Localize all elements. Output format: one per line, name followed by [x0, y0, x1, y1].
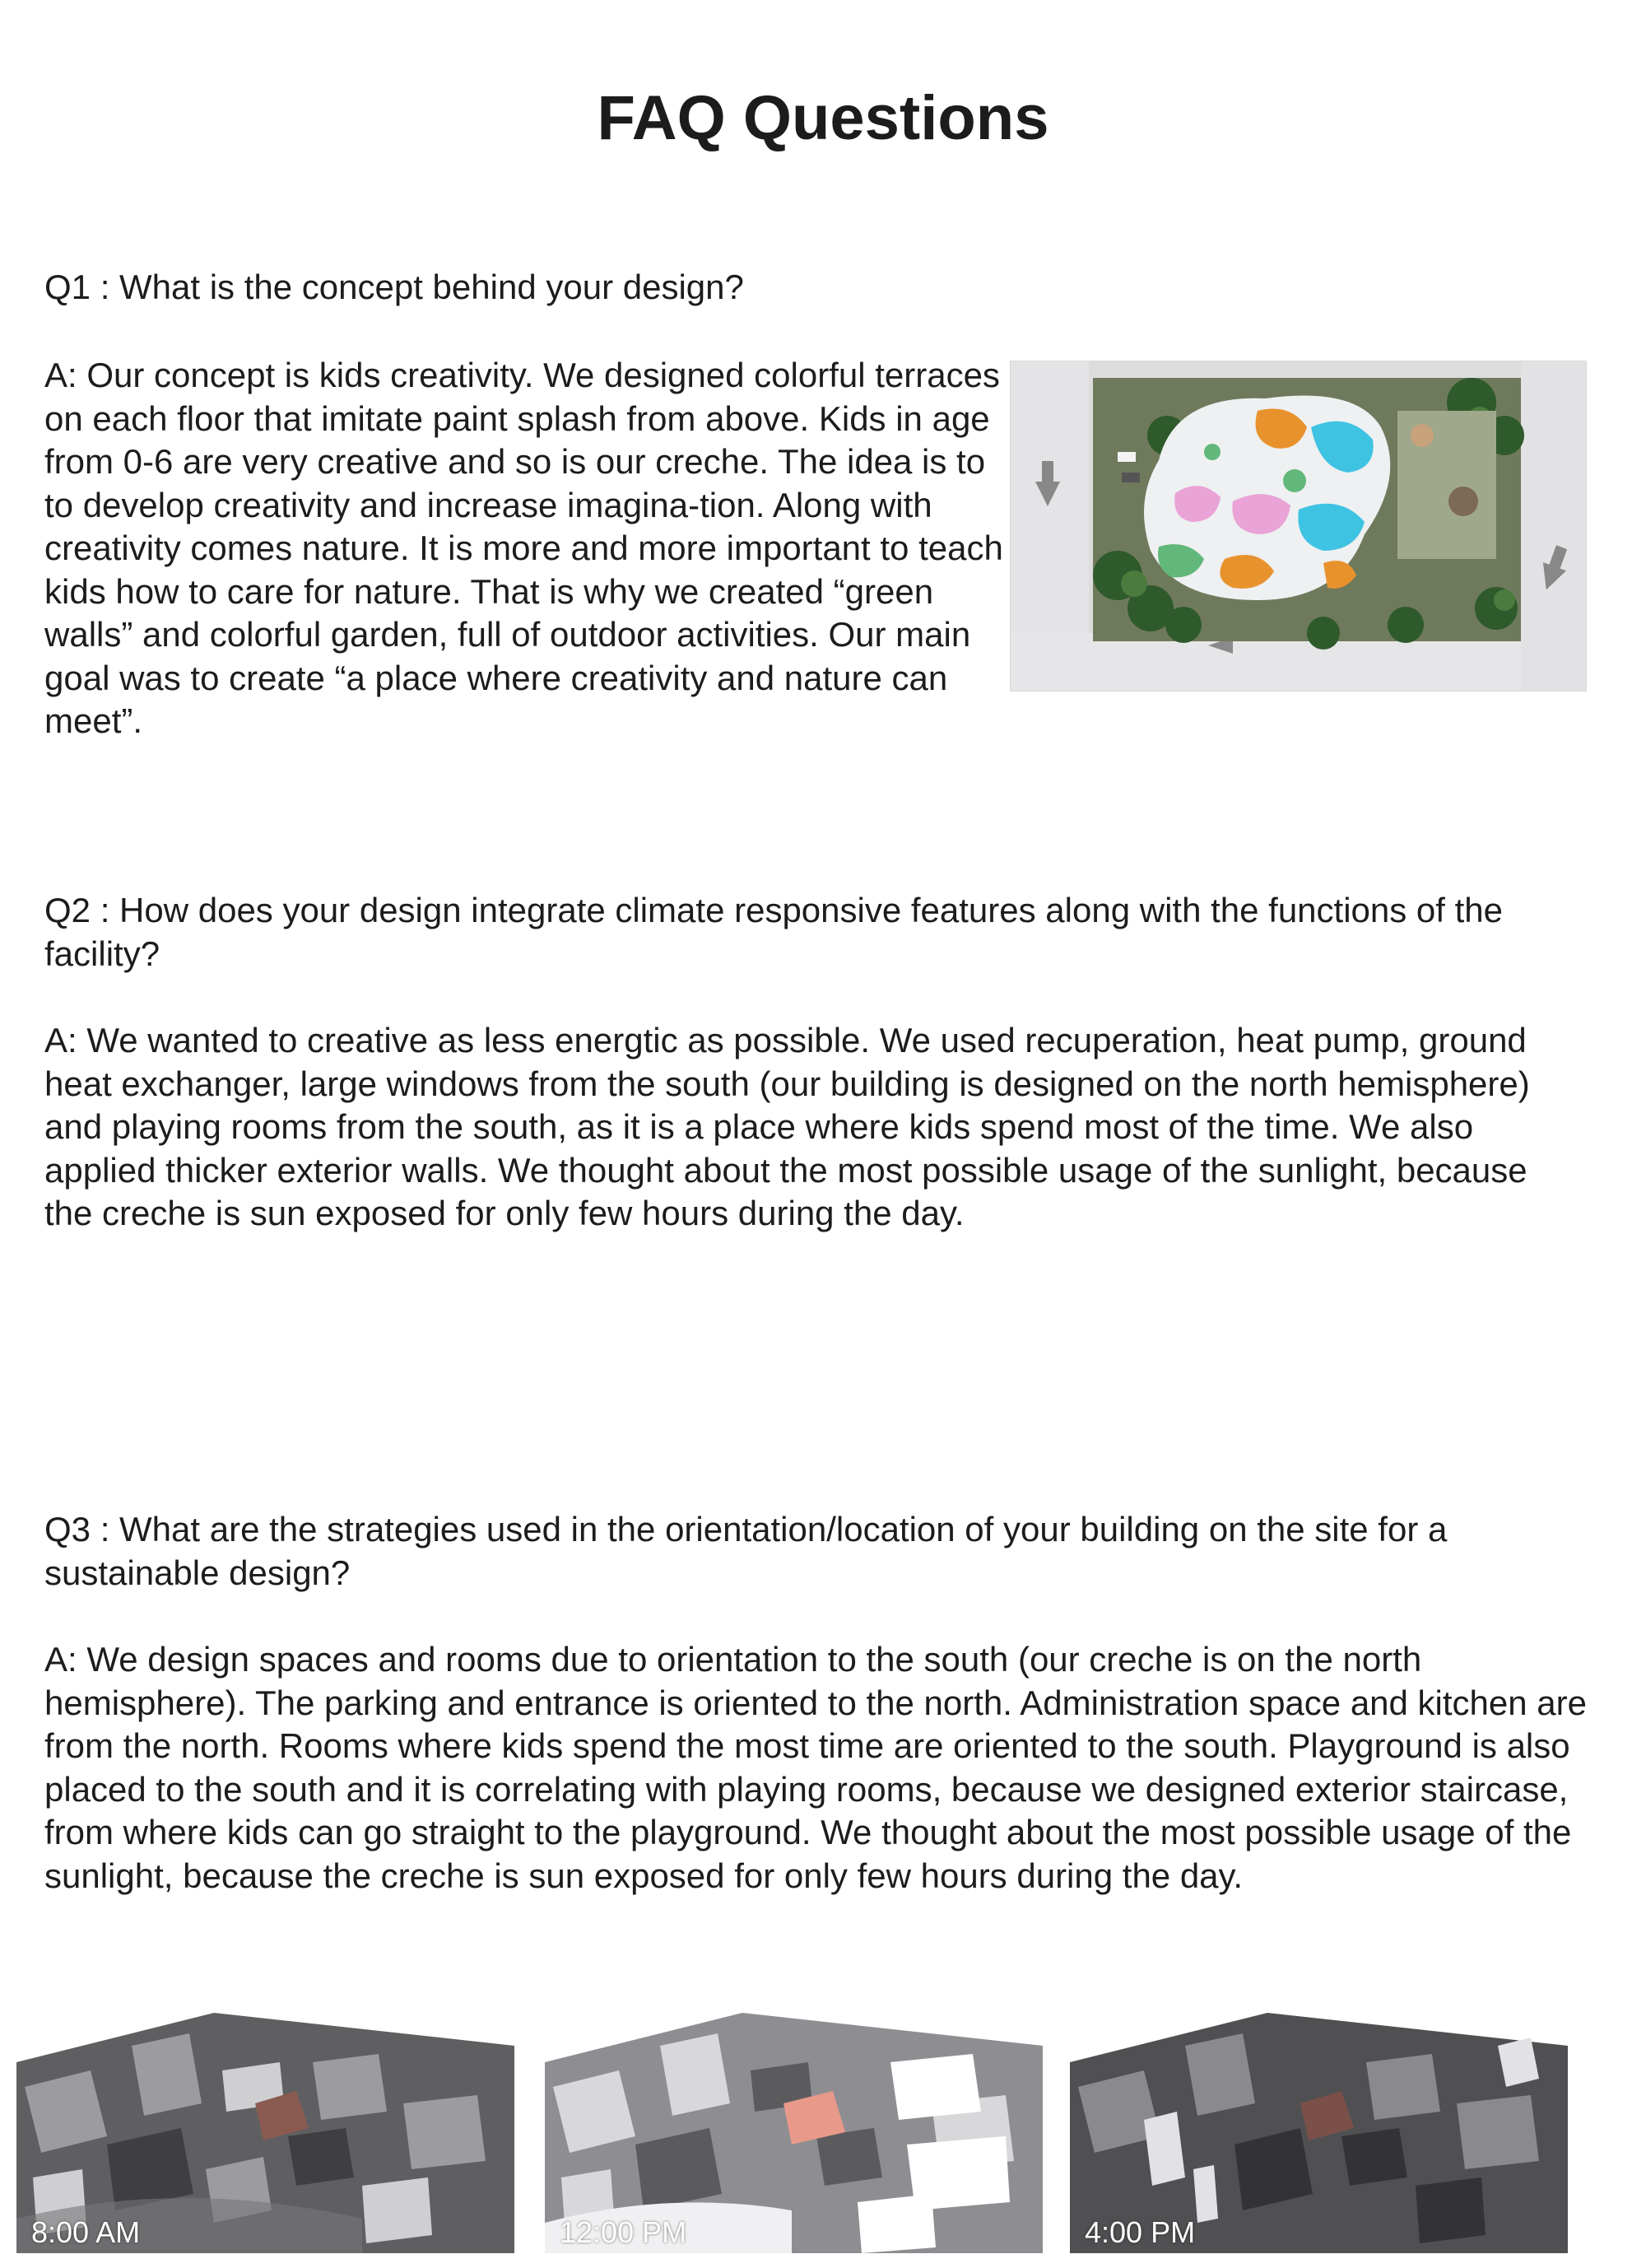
page-title: FAQ Questions [597, 83, 1049, 153]
shadow-study-afternoon [1070, 2013, 1568, 2253]
faq-answer-3: A: We design spaces and rooms due to orientation to the south (our creche is on the north hemisphere). The parking and entrance is oriented to the north. Administration space and kitchen are from the north. Rooms where kids spend the most time are oriented to the south. Playground is also placed to the south and it is correlating with playing rooms, because we designed exterior staircase, from where kids can go straight to the playground. We thought about the most possible usage of the sunlight, because the creche is sun exposed for only few hours during the day. [44, 1640, 1588, 1895]
site-plan-image [1010, 361, 1587, 692]
faq-answer-2: A: We wanted to creative as less energtic as possible. We used recuperation, heat pump, ground heat exchanger, large windows from the south (our building is designed on the north hemisphere) and playing rooms from the south, as it is a place where kids spend most of the time. We also applied thicker exterior walls. We thought about the most possible usage of the sunlight, because the creche is sun exposed for only few hours during the day. [44, 1021, 1530, 1232]
faq-question-1: Q1 : What is the concept behind your design? [44, 268, 744, 306]
time-label-8am: 8:00 AM [31, 2215, 141, 2249]
faq-answer-1: A: Our concept is kids creativity. We designed colorful terraces on each floor that imitate paint splash from above. Kids in age from 0-6 are very creative and so is our creche. The idea is to to develop creativity and increase imagina-tion. Along with creativity comes nature. It is more and more important to teach kids how to care for nature. That is why we created “green walls” and colorful garden, full of outdoor activities. Our main goal was to create “a place where creativity and nature can meet”. [44, 356, 1003, 740]
shadow-study-noon [545, 2013, 1043, 2253]
time-label-4pm: 4:00 PM [1085, 2215, 1196, 2249]
faq-question-3: Q3 : What are the strategies used in the orientation/location of your building on the site for a sustainable design? [44, 1510, 1448, 1592]
time-label-12pm: 12:00 PM [560, 2215, 687, 2249]
faq-question-2: Q2 : How does your design integrate climate responsive features along with the functions of the facility? [44, 891, 1503, 973]
shadow-study-morning [16, 2013, 514, 2253]
